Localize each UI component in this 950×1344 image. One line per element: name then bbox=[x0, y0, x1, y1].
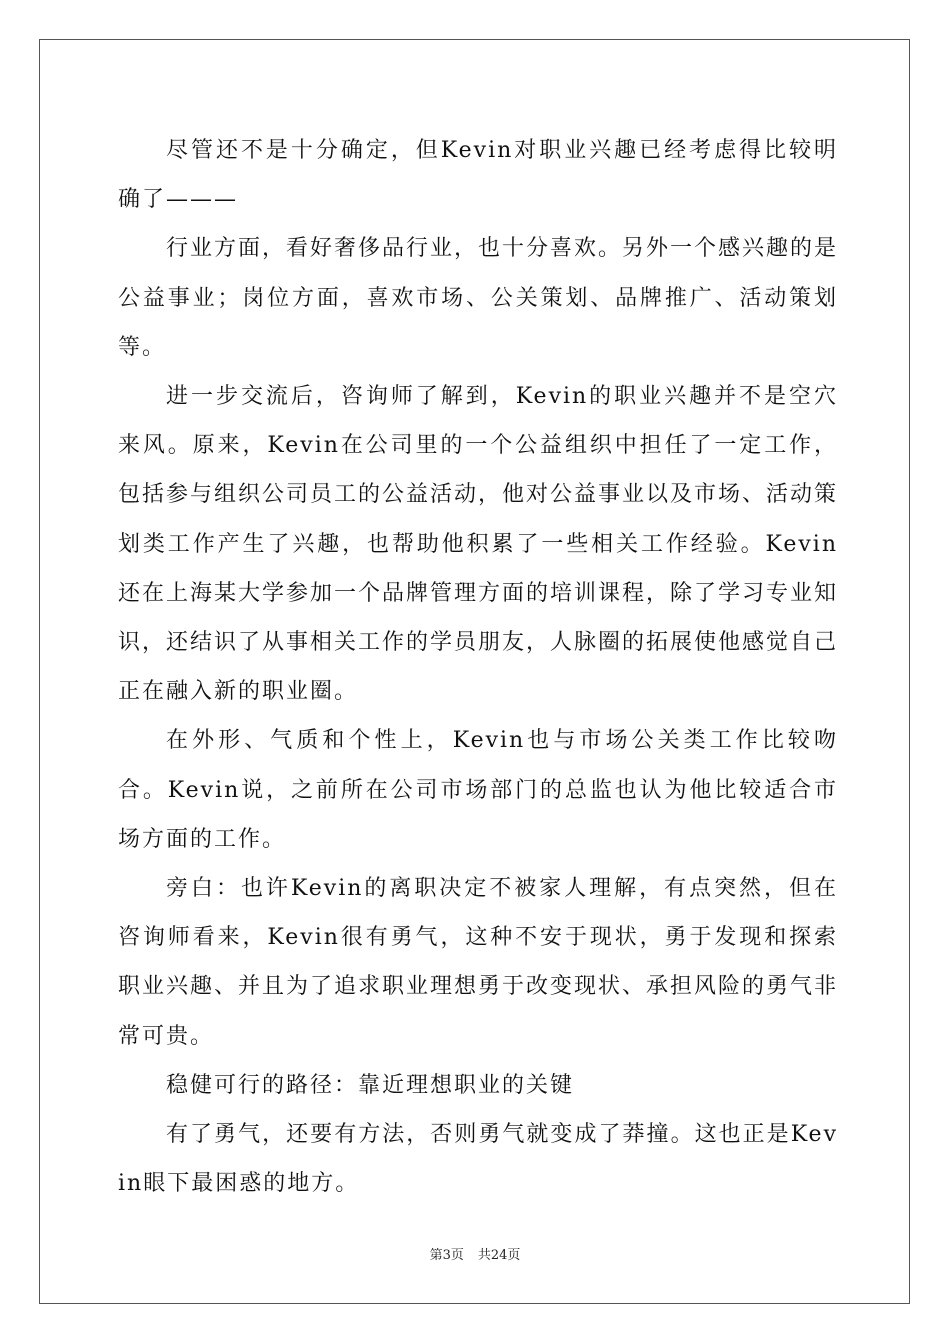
page-total: 共24页 bbox=[477, 1248, 521, 1263]
paragraph: 旁白：也许Kevin的离职决定不被家人理解，有点突然，但在咨询师看来，Kevin很有勇气，这种不安于现状，勇于发现和探索职业兴趣、并且为了追求职业理想勇于改变现状、承担风险的勇气非常可贵。 bbox=[118, 876, 839, 1049]
paragraph: 有了勇气，还要有方法，否则勇气就变成了莽撞。这也正是Kevin眼下最困惑的地方。 bbox=[118, 1122, 838, 1197]
page-footer bbox=[0, 1244, 950, 1263]
document-body bbox=[118, 126, 838, 1208]
paragraph: 行业方面，看好奢侈品行业，也十分喜欢。另外一个感兴趣的是公益事业；岗位方面，喜欢市场、公关策划、品牌推广、活动策划等。 bbox=[118, 236, 839, 360]
paragraph: 进一步交流后，咨询师了解到，Kevin的职业兴趣并不是空穴来风。原来，Kevin在公司里的一个公益组织中担任了一定工作，包括参与组织公司员工的公益活动，他对公益事业以及市场、活动策划类工作产生了兴趣，也帮助他积累了一些相关工作经验。Kevin还在上海某大学参加一个品牌管理方面的培训课程，除了学习专业知识，还结识了从事相关工作的学员朋友，人脉圈的拓展使他感觉自己正在融入新的职业圈。 bbox=[118, 384, 839, 705]
section-heading: 稳健可行的路径：靠近理想职业的关键 bbox=[166, 1072, 575, 1098]
paragraph: 尽管还不是十分确定，但Kevin对职业兴趣已经考虑得比较明确了——— bbox=[118, 138, 838, 213]
page-number: 第3页 bbox=[429, 1248, 464, 1263]
paragraph: 在外形、气质和个性上，Kevin也与市场公关类工作比较吻合。Kevin说，之前所在公司市场部门的总监也认为他比较适合市场方面的工作。 bbox=[118, 728, 838, 852]
